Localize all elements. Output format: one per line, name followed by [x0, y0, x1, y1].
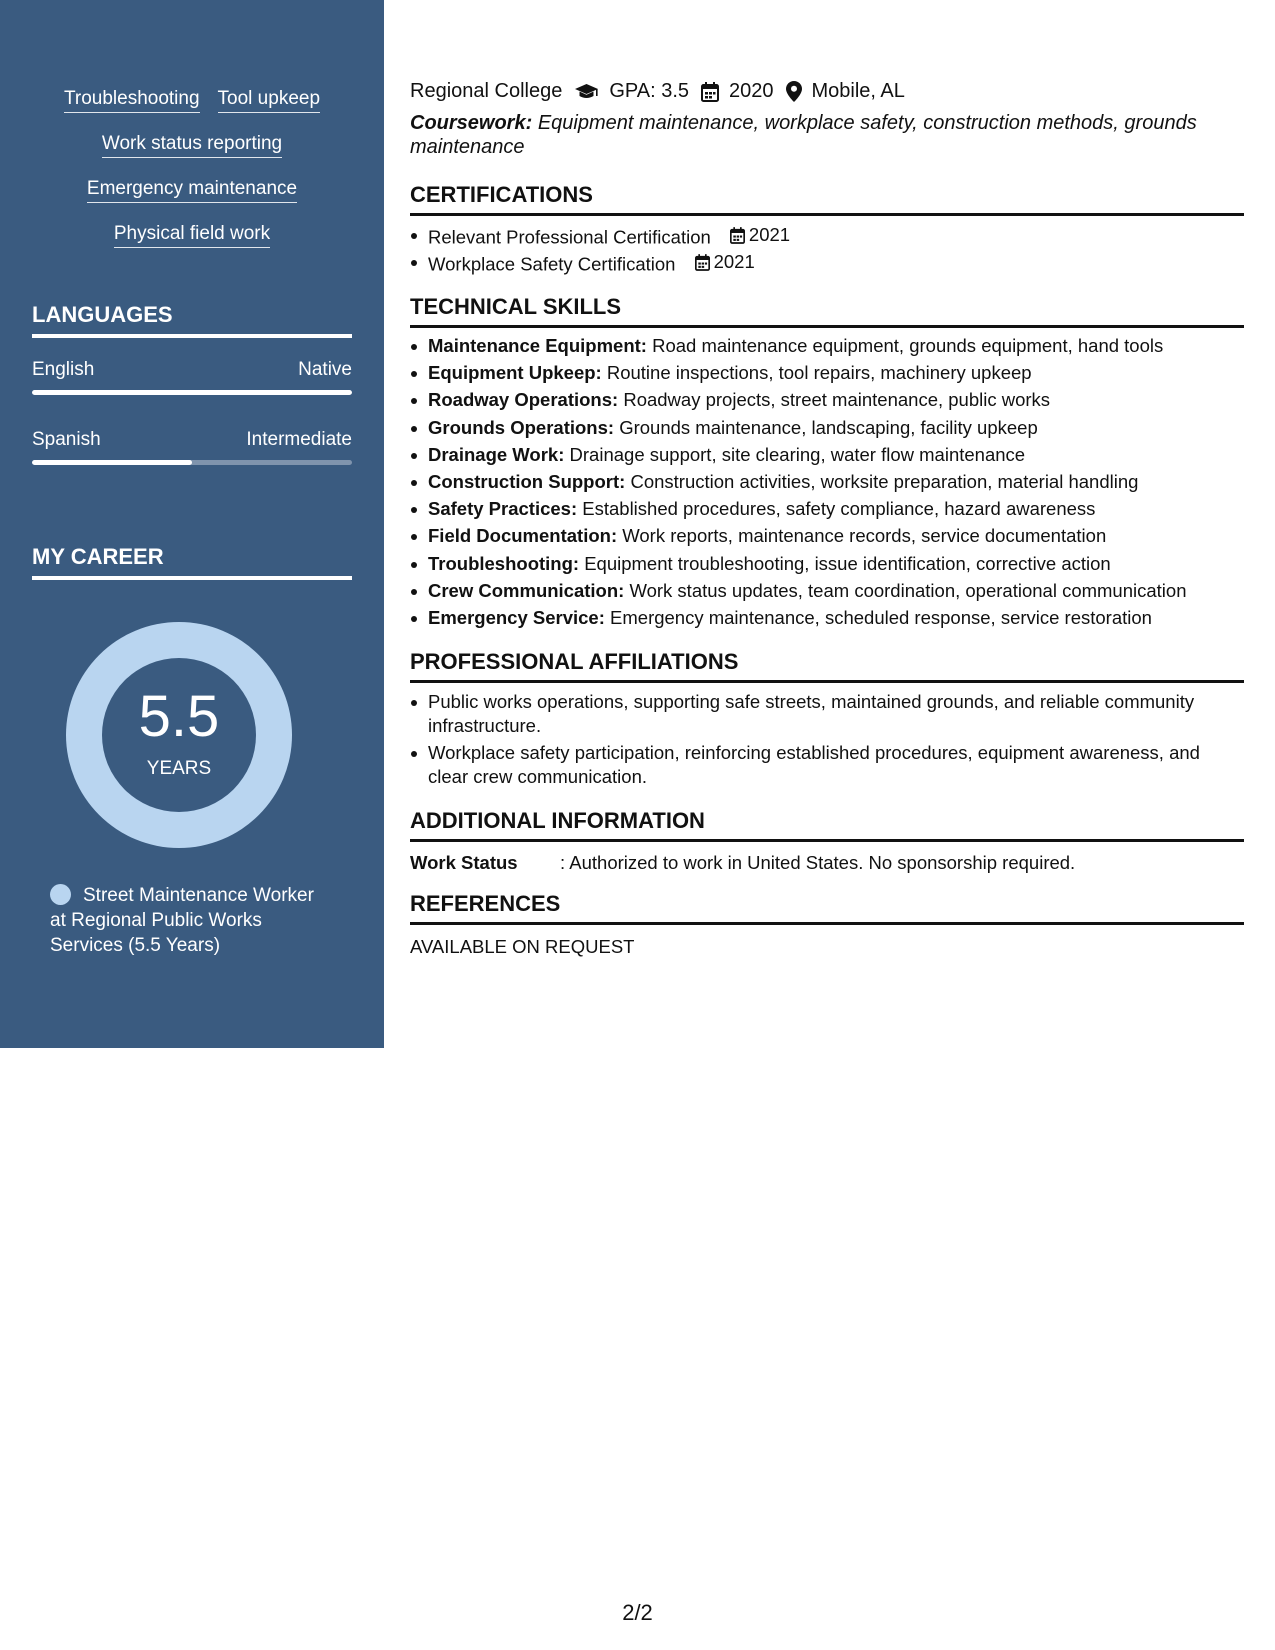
work-status-value: : Authorized to work in United States. No sponsorship required. — [560, 852, 1076, 873]
skill-text: Road maintenance equipment, grounds equipment, hand tools — [652, 335, 1164, 356]
affiliations-list — [428, 690, 1242, 792]
skill-item — [428, 524, 1242, 551]
education-line — [410, 80, 905, 103]
language-proficiency-fill — [32, 460, 192, 465]
skill-label: Safety Practices: — [428, 498, 578, 520]
skill-text: Drainage support, site clearing, water flow maintenance — [569, 443, 1026, 465]
skill-tag-row — [0, 223, 384, 248]
graduation-year: 2020 — [729, 80, 774, 102]
skill-label: Drainage Work: — [428, 443, 565, 465]
language-row — [32, 359, 352, 381]
skill-text: Emergency maintenance, scheduled response, service restoration — [610, 606, 1152, 628]
language-row — [32, 429, 352, 451]
career-entry-text: Street Maintenance Worker at Regional Public Works Services (5.5 Years) — [50, 885, 314, 956]
career-years-value: 5.5 — [138, 684, 220, 749]
language-name: English — [32, 359, 95, 380]
language-proficiency-bar — [32, 390, 352, 395]
affiliation-item: Public works operations, supporting safe streets, maintained grounds, and reliable community infrastructure. — [428, 690, 1242, 738]
certification-year: 2021 — [713, 251, 755, 272]
career-heading: MY CAREER — [32, 544, 352, 580]
language-proficiency-fill — [32, 390, 352, 395]
calendar-icon — [730, 227, 745, 244]
certification-year: 2021 — [748, 224, 791, 245]
skill-item — [428, 497, 1242, 524]
work-status-label: Work Status — [410, 852, 518, 873]
technical-skills-list — [428, 334, 1242, 633]
skill-text: Routine inspections, tool repairs, machinery upkeep — [606, 362, 1032, 384]
skill-tag-row — [0, 133, 384, 158]
references-text: AVAILABLE ON REQUEST — [410, 936, 635, 957]
sidebar — [0, 0, 384, 1048]
skill-item — [428, 470, 1242, 497]
skill-text: Work status updates, team coordination, operational communication — [629, 579, 1187, 601]
technical-skills-heading: TECHNICAL SKILLS — [410, 294, 1244, 328]
coursework — [410, 111, 1244, 159]
language-level: Intermediate — [246, 429, 352, 450]
certifications-heading: CERTIFICATIONS — [410, 182, 1244, 216]
certification-date — [730, 223, 790, 247]
location-pin-icon — [786, 81, 802, 102]
skill-tag: Work status reporting — [102, 133, 282, 158]
skill-label: Construction Support: — [428, 470, 626, 492]
affiliation-item: Workplace safety participation, reinforcing established procedures, equipment awareness, and clear crew communication. — [428, 741, 1242, 789]
skill-label: Emergency Service: — [428, 606, 605, 628]
skill-item — [428, 361, 1242, 388]
calendar-icon — [695, 254, 710, 271]
career-years-ring — [66, 622, 292, 848]
language-proficiency-bar — [32, 460, 352, 465]
skill-text: Equipment troubleshooting, issue identification, corrective action — [584, 552, 1111, 574]
skill-tag: Emergency maintenance — [87, 178, 297, 203]
calendar-icon — [701, 82, 719, 102]
skill-label: Roadway Operations: — [428, 389, 619, 411]
school-location: Mobile, AL — [811, 80, 905, 102]
additional-info-heading: ADDITIONAL INFORMATION — [410, 808, 1244, 842]
career-entry — [50, 883, 330, 958]
languages-heading: LANGUAGES — [32, 302, 352, 338]
skill-label: Crew Communication: — [428, 579, 625, 601]
skill-tag: Tool upkeep — [218, 88, 320, 113]
certification-item — [428, 223, 1242, 250]
certification-date — [695, 250, 755, 274]
references-heading: REFERENCES — [410, 891, 1244, 925]
skill-item — [428, 552, 1242, 579]
affiliations-heading: PROFESSIONAL AFFILIATIONS — [410, 649, 1244, 683]
skill-label: Troubleshooting: — [428, 552, 580, 574]
skill-text: Construction activities, worksite preparation, material handling — [630, 470, 1139, 492]
page-number: 2/2 — [622, 1600, 653, 1625]
skill-item — [428, 388, 1242, 415]
skill-label: Grounds Operations: — [428, 416, 615, 438]
language-level: Native — [298, 359, 352, 380]
career-dot-icon — [50, 884, 71, 905]
coursework-text: Equipment maintenance, workplace safety, construction methods, grounds maintenance — [410, 112, 1197, 158]
school-name: Regional College — [410, 80, 563, 102]
work-status — [410, 852, 1075, 874]
skill-label: Equipment Upkeep: — [428, 362, 602, 384]
skill-text: Roadway projects, street maintenance, public works — [623, 389, 1051, 411]
skill-item — [428, 579, 1242, 606]
certification-name: Workplace Safety Certification — [428, 253, 676, 275]
skill-item — [428, 606, 1242, 633]
certifications-list — [428, 223, 1242, 277]
skill-text: Work reports, maintenance records, service documentation — [622, 525, 1107, 547]
graduation-cap-icon — [574, 83, 599, 101]
gpa: GPA: 3.5 — [609, 80, 689, 102]
coursework-label: Coursework: — [410, 112, 533, 134]
skill-label: Field Documentation: — [428, 525, 618, 547]
skill-text: Established procedures, safety compliance, hazard awareness — [582, 498, 1096, 520]
certification-item — [428, 250, 1242, 277]
skill-tag: Physical field work — [114, 223, 270, 248]
skill-label: Maintenance Equipment: — [428, 335, 647, 356]
skill-item — [428, 334, 1242, 361]
skill-tag-row — [0, 178, 384, 203]
skill-tag: Troubleshooting — [64, 88, 200, 113]
career-ring-center — [102, 658, 256, 812]
skill-tag-row — [0, 88, 384, 113]
skill-item — [428, 416, 1242, 443]
skill-item — [428, 443, 1242, 470]
certification-name: Relevant Professional Certification — [428, 226, 711, 248]
career-years-unit: YEARS — [146, 758, 212, 779]
skill-text: Grounds maintenance, landscaping, facility upkeep — [619, 416, 1038, 438]
language-name: Spanish — [32, 429, 101, 450]
